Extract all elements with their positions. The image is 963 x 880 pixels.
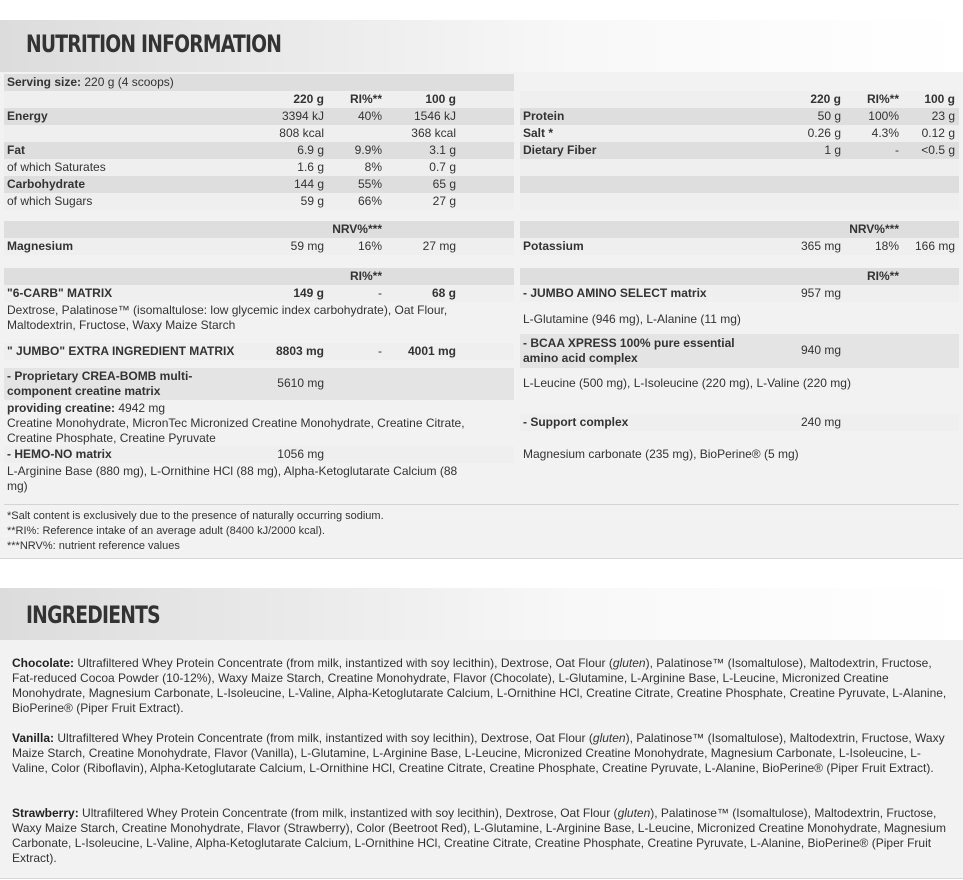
row-label: - Support complex [523,415,629,429]
ingredient-text: Ultrafiltered Whey Protein Concentrate (from milk, instantized with soy lecithin), Dextrose, Oat Flour ( [54,731,593,745]
amino-select-row [520,285,959,302]
ingredient-text: ), Palatinose™ (Isomaltulose), Maltodextrin, Fructose, Fat-reduced Cocoa Powder (10-12%), Waxy Maize Starch, Creatine Monohydrate, Flavor (Chocolate), L-Glutamine, L-Arginine Base, L-Leucine, Micronized Creatine Monohydrate, Magnesium Carbonate, L-Isoleucine, L-Valine, Alpha-Ketoglutarate Calcium, L-Ornithine HCl, Creatine Citrate, Creatine Phosphate, Creatine Pyruvate, L-Alanine, BioPerine® (Piper Fruit Extract). [12,656,947,715]
ingredient-strawberry [12,806,947,866]
row-label: Dietary Fiber [523,143,597,157]
row-label: Energy [7,109,48,123]
row-value-220g: 6.9 g [297,143,324,157]
right-header-100g: 100 g [924,92,955,106]
magnesium-row [4,238,514,255]
table-row [4,176,514,193]
ri-header: RI%** [349,269,382,283]
row-label: - JUMBO AMINO SELECT matrix [523,286,707,300]
row-value-220g: 957 mg [800,286,841,300]
row-label: " JUMBO" EXTRA INGREDIENT MATRIX [7,344,235,358]
row-label: Magnesium [7,239,74,253]
row-value-100g: 0.7 g [429,160,456,174]
support-desc: Magnesium carbonate (235 mg), BioPerine® (5 mg) [523,447,799,461]
row-value-100g: 27 mg [422,239,456,253]
row-value-100g: 166 mg [914,239,955,253]
allergen: gluten [612,656,646,670]
providing-creatine-value: 4942 mg [118,401,166,415]
serving-size-label: Serving size: [7,75,82,89]
row-value-220g: 808 kcal [279,126,324,140]
left-header-100g: 100 g [425,92,456,106]
row-value-100g: 0.12 g [921,126,955,140]
amino-select-desc: L-Glutamine (946 mg), L-Alanine (11 mg) [523,312,741,326]
ingredient-vanilla [12,731,947,776]
nutrition-panel [0,72,963,559]
row-value-220g: 3394 kJ [281,109,324,123]
right-header-ri: RI%** [866,92,899,106]
table-row [520,125,959,142]
row-value-220g: 59 g [300,194,324,208]
flavor-label: Vanilla: [12,731,55,745]
row-value-nrv: 18% [874,239,899,253]
support-row [520,414,959,431]
row-value-100g: 368 kcal [411,126,456,140]
row-value-ri: 40% [357,109,382,123]
ingredients-header [0,588,963,640]
carb-matrix-row [4,285,514,302]
row-value-220g: 5610 mg [277,376,324,390]
flavor-label: Chocolate: [12,656,75,670]
nutrition-title: NUTRITION INFORMATION [26,30,282,58]
row-value-220g: 8803 mg [275,344,324,358]
row-label: of which Saturates [7,160,106,174]
allergen: gluten [617,806,651,820]
footnote-nrv: ***NRV%: nutrient reference values [7,540,180,552]
flavor-label: Strawberry: [12,806,79,820]
footnote-ri: **RI%: Reference intake of an average adult (8400 kJ/2000 kcal). [7,525,325,537]
row-value-ri: 100% [868,109,899,123]
left-header-220g: 220 g [293,92,324,106]
empty-row [520,159,959,176]
row-value-ri: 55% [357,177,382,191]
row-value-100g: 68 g [431,286,456,300]
row-value-100g: 65 g [432,177,456,191]
carb-matrix-desc: Dextrose, Palatinose™ (isomaltulose: low glycemic index carbohydrate), Oat Flour, Maltodextrin, Fructose, Waxy Maize Starch [7,303,448,332]
row-value-100g: 23 g [931,109,955,123]
left-header-ri: RI%** [349,92,382,106]
row-value-ri: - [378,344,382,358]
row-value-220g: 365 mg [800,239,841,253]
row-value-ri: 4.3% [871,126,899,140]
table-row [4,142,514,159]
nrv-header: NRV%*** [849,222,899,236]
ingredients-panel [0,640,963,879]
table-row [4,159,514,176]
row-value-100g: 27 g [432,194,456,208]
row-value-220g: 240 mg [800,415,841,429]
bcaa-row [520,334,959,368]
table-row [4,193,514,210]
row-value-100g: 3.1 g [429,143,456,157]
row-value-220g: 144 g [293,177,324,191]
row-value-ri: 66% [357,194,382,208]
ingredient-text: Ultrafiltered Whey Protein Concentrate (from milk, instantized with soy lecithin), Dextrose, Oat Flour ( [74,656,613,670]
potassium-row [520,238,959,255]
creatine-desc: Creatine Monohydrate, MicronTec Micronized Creatine Monohydrate, Creatine Citrate, Creatine Phosphate, Creatine Pyruvate [7,416,465,445]
serving-size-value: 220 g (4 scoops) [84,75,174,89]
providing-creatine-label: providing creatine: [7,401,116,415]
row-value-220g: 1.6 g [297,160,324,174]
row-value-220g: 59 mg [290,239,324,253]
empty-row [520,193,959,210]
table-row [4,108,514,125]
row-label: of which Sugars [7,194,93,208]
row-label: Carbohydrate [7,177,86,191]
row-value-220g: 1 g [824,143,841,157]
row-label: "6-CARB" MATRIX [7,286,113,300]
ingredient-chocolate [12,656,947,716]
row-value-100g: 1546 kJ [413,109,456,123]
serving-size-row [4,74,514,91]
ingredient-text: ), Palatinose™ (Isomaltulose), Maltodextrin, Fructose, Waxy Maize Starch, Creatine Monohydrate, Flavor (Vanilla), L-Glutamine, L-Arginine Base, L-Leucine, Micronized Creatine Monohydrate, Magnesium Carbonate, L-Isoleucine, L-Valine, Color (Riboflavin), Alpha-Ketoglutarate Calcium, L-Ornithine HCl, Creatine Citrate, Creatine Phosphate, Creatine Pyruvate, L-Alanine, BioPerine® (Piper Fruit Extract). [12,731,945,775]
jumbo-matrix-row [4,343,514,360]
row-value-220g: 1056 mg [277,447,324,461]
ri-header-row-right [520,268,959,285]
row-value-220g: 50 g [817,109,841,123]
row-label: Potassium [523,239,584,253]
footnote-salt: *Salt content is exclusively due to the presence of naturally occurring sodium. [7,510,384,522]
allergen: gluten [592,731,626,745]
row-label: Fat [7,143,25,157]
nrv-header-row-left [4,221,514,238]
table-row [520,108,959,125]
row-value-ri: - [378,286,382,300]
row-value-220g: 940 mg [800,343,841,357]
right-header-220g: 220 g [810,92,841,106]
row-value-nrv: 16% [357,239,382,253]
row-value-100g: 4001 mg [407,344,456,358]
nrv-header-row-right [520,221,959,238]
row-label: - BCAA XPRESS 100% pure essential amino acid complex [523,336,735,365]
crea-bomb-row [4,368,514,400]
table-row [520,142,959,159]
row-value-ri: 8% [364,160,382,174]
row-value-ri: 9.9% [354,143,382,157]
footnote-divider [4,504,959,505]
hemo-no-desc: L-Arginine Base (880 mg), L-Ornithine HCl (88 mg), Alpha-Ketoglutarate Calcium (88 mg) [7,464,458,493]
ri-header: RI%** [866,269,899,283]
providing-creatine [7,401,477,416]
row-label: - HEMO-NO matrix [7,447,112,461]
bcaa-desc: L-Leucine (500 mg), L-Isoleucine (220 mg), L-Valine (220 mg) [523,376,851,390]
ingredient-text: ), Palatinose™ (Isomaltulose), Maltodextrin, Fructose, Waxy Maize Starch, Creatine Monohydrate, Flavor (Strawberry), Color (Beetroot Red), L-Glutamine, L-Arginine Base, L-Leucine, Micronized Creatine Monohydrate, Magnesium Carbonate, L-Isoleucine, L-Valine, Alpha-Ketoglutarate Calcium, L-Ornithine HCl, Creatine Citrate, Creatine Phosphate, Creatine Pyruvate, L-Alanine, BioPerine® (Piper Fruit Extract). [12,806,946,865]
row-label: Protein [523,109,565,123]
ri-header-row-left [4,268,514,285]
ingredient-text: Ultrafiltered Whey Protein Concentrate (from milk, instantized with soy lecithin), Dextrose, Oat Flour ( [78,806,618,820]
ingredients-title: INGREDIENTS [26,601,160,629]
empty-row [520,176,959,193]
row-value-220g: 149 g [293,286,324,300]
row-value-100g: <0.5 g [921,143,955,157]
row-value-ri: - [895,143,899,157]
hemo-no-row [4,446,514,463]
nutrition-header [0,20,963,72]
row-label: Salt * [523,126,554,140]
row-label: - Proprietary CREA-BOMB multi-component creatine matrix [7,369,193,398]
left-header-row [4,91,514,108]
nrv-header: NRV%*** [332,222,382,236]
table-row [4,125,514,142]
row-value-220g: 0.26 g [807,126,841,140]
right-header-row [520,91,959,108]
